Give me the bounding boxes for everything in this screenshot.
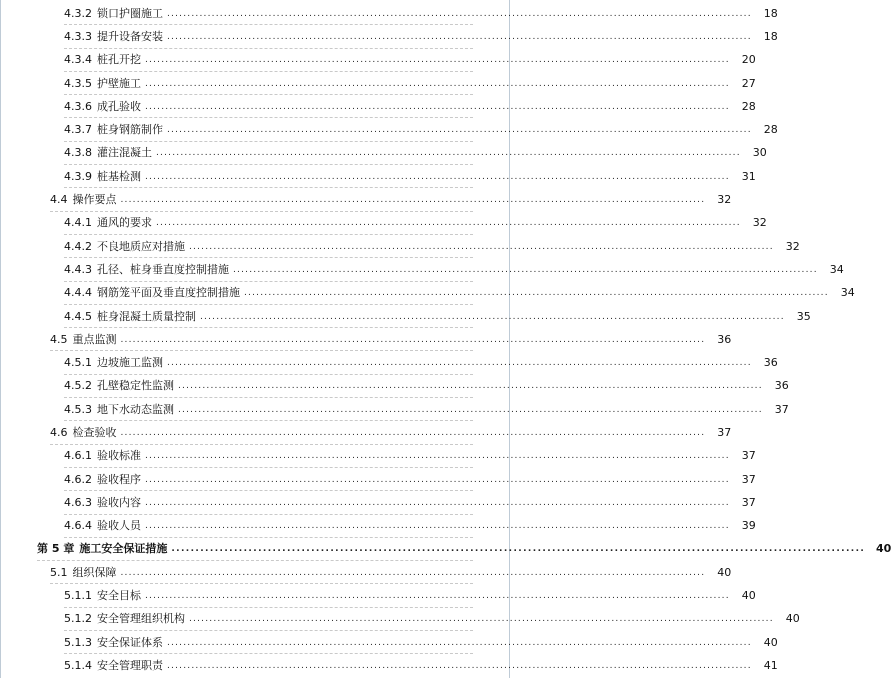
toc-entry-page: 36 — [717, 332, 732, 346]
toc-entry[interactable] — [1, 25, 778, 48]
toc-entry-number: 4.3.9 — [64, 169, 92, 183]
toc-entry[interactable] — [1, 258, 844, 281]
toc-entry[interactable] — [1, 491, 756, 514]
toc-leader-dots: ................................................................................................................................................ — [233, 264, 818, 275]
toc-entry-title: 组织保障 — [72, 565, 117, 579]
toc-entry-number: 4.5.3 — [64, 402, 92, 416]
toc-leader-dots: ................................................................................................................................................ — [145, 474, 730, 485]
toc-entry-title: 桩孔开挖 — [97, 53, 141, 67]
toc-entry-number: 4.5.1 — [64, 356, 92, 370]
toc-entry-page: 18 — [763, 6, 778, 20]
toc-entry-number: 4.4.4 — [64, 286, 92, 300]
toc-entry[interactable] — [1, 398, 789, 421]
toc-entry-number: 4.4.1 — [64, 216, 92, 230]
toc-entry-number: 5.1 — [50, 565, 68, 579]
toc-entry-title: 操作要点 — [72, 193, 117, 207]
toc-entry-title: 重点监测 — [72, 332, 117, 346]
toc-entry-page: 31 — [741, 169, 756, 183]
toc-entry-title: 地下水动态监测 — [97, 402, 174, 416]
toc-entry-page: 28 — [741, 99, 756, 113]
toc-entry-title: 桩身钢筋制作 — [97, 123, 163, 137]
toc-leader-dots: ................................................................................................................................................ — [156, 148, 741, 159]
toc-entry-page: 39 — [741, 519, 756, 533]
toc-leader-dots: ................................................................................................................................................ — [189, 614, 774, 625]
toc-entry[interactable] — [1, 118, 778, 141]
table-of-contents — [1, 2, 891, 678]
toc-entry-page: 37 — [774, 402, 789, 416]
toc-leader-dots: ................................................................................................................................................ — [156, 218, 741, 229]
toc-entry-title: 验收人员 — [97, 519, 141, 533]
toc-leader-dots: ................................................................................................................................................ — [189, 241, 774, 252]
toc-leader-dots: ................................................................................................................................................ — [167, 358, 752, 369]
toc-entry-page: 41 — [763, 658, 778, 672]
toc-leader-dots: ................................................................................................................................................ — [200, 311, 785, 322]
toc-entry-number: 4.6.1 — [64, 449, 92, 463]
toc-entry-number: 4.4.2 — [64, 239, 92, 253]
toc-entry[interactable] — [1, 305, 811, 328]
toc-entry-number: 4.4 — [50, 193, 68, 207]
toc-leader-dots: ................................................................................................................................................ — [145, 101, 730, 112]
toc-section-entry[interactable] — [1, 328, 732, 351]
toc-entry-number: 5.1.1 — [64, 589, 92, 603]
toc-leader-dots: ................................................................................................................................................ — [167, 125, 752, 136]
toc-entry-number: 4.5 — [50, 332, 68, 346]
toc-entry-title: 通风的要求 — [97, 216, 152, 230]
toc-leader-dots: ................................................................................................................................................ — [145, 591, 730, 602]
toc-entry-number: 4.6 — [50, 425, 68, 439]
toc-leader-dots: ................................................................................................................................................ — [120, 427, 706, 438]
toc-entry[interactable] — [1, 49, 756, 72]
toc-entry-number: 4.4.3 — [64, 262, 92, 276]
toc-entry-number: 第 5 章 — [37, 542, 75, 556]
toc-entry-number: 4.6.2 — [64, 472, 92, 486]
toc-leader-dots: ................................................................................................................................................ — [145, 55, 730, 66]
toc-entry-page: 34 — [829, 262, 844, 276]
toc-entry-title: 安全保证体系 — [97, 635, 163, 649]
toc-entry-page: 27 — [741, 76, 756, 90]
toc-entry[interactable] — [1, 235, 800, 258]
toc-leader-dots: ................................................................................................................................................ — [167, 8, 752, 19]
toc-leader-dots: ................................................................................................................................................ — [171, 544, 866, 555]
toc-entry-page: 32 — [752, 216, 767, 230]
toc-entry-title: 安全目标 — [97, 589, 141, 603]
toc-leader-dots: ................................................................................................................................................ — [145, 521, 730, 532]
toc-entry[interactable] — [1, 631, 778, 654]
toc-entry-number: 4.5.2 — [64, 379, 92, 393]
toc-entry-number: 5.1.2 — [64, 612, 92, 626]
toc-entry[interactable] — [1, 351, 778, 374]
toc-leader-dots: ................................................................................................................................................ — [145, 451, 730, 462]
toc-entry-number: 5.1.3 — [64, 635, 92, 649]
toc-entry[interactable] — [1, 165, 756, 188]
toc-entry-number: 4.3.8 — [64, 146, 92, 160]
toc-entry-title: 验收内容 — [97, 495, 141, 509]
toc-entry[interactable] — [1, 72, 756, 95]
toc-entry-page: 30 — [752, 146, 767, 160]
toc-section-entry[interactable] — [1, 188, 732, 211]
toc-entry-page: 40 — [875, 542, 891, 556]
toc-leader-dots: ................................................................................................................................................ — [120, 567, 706, 578]
toc-entry[interactable] — [1, 375, 789, 398]
toc-leader-dots: ................................................................................................................................................ — [120, 334, 706, 345]
toc-leader-dots: ................................................................................................................................................ — [178, 381, 763, 392]
toc-entry-page: 32 — [785, 239, 800, 253]
toc-entry-title: 验收程序 — [97, 472, 141, 486]
toc-entry-page: 40 — [785, 612, 800, 626]
toc-entry[interactable] — [1, 142, 767, 165]
toc-leader-dots: ................................................................................................................................................ — [145, 497, 730, 508]
toc-entry-page: 37 — [741, 495, 756, 509]
toc-entry[interactable] — [1, 212, 767, 235]
toc-entry-title: 施工安全保证措施 — [79, 542, 168, 556]
toc-entry-title: 成孔验收 — [97, 99, 141, 113]
toc-leader-dots: ................................................................................................................................................ — [145, 78, 730, 89]
toc-leader-dots: ................................................................................................................................................ — [178, 404, 763, 415]
toc-leader-dots: ................................................................................................................................................ — [120, 195, 706, 206]
toc-entry-page: 36 — [763, 356, 778, 370]
toc-entry[interactable] — [1, 95, 756, 118]
toc-chapter-entry[interactable] — [1, 538, 891, 561]
toc-entry-title: 边坡施工监测 — [97, 356, 163, 370]
toc-entry-page: 37 — [741, 472, 756, 486]
toc-entry-page: 20 — [741, 53, 756, 67]
toc-entry[interactable] — [1, 445, 756, 468]
toc-entry-title: 孔径、桩身垂直度控制措施 — [97, 262, 229, 276]
toc-entry-page: 34 — [840, 286, 855, 300]
toc-entry[interactable] — [1, 2, 778, 25]
toc-entry-page: 37 — [717, 425, 732, 439]
toc-entry-title: 桩身混凝土质量控制 — [97, 309, 196, 323]
toc-entry-page: 18 — [763, 29, 778, 43]
toc-entry-page: 40 — [717, 565, 732, 579]
toc-entry[interactable] — [1, 468, 756, 491]
toc-section-entry[interactable] — [1, 561, 732, 584]
toc-entry[interactable] — [1, 584, 756, 607]
toc-entry-number: 4.3.5 — [64, 76, 92, 90]
toc-entry-number: 4.6.3 — [64, 495, 92, 509]
toc-entry-number: 4.3.6 — [64, 99, 92, 113]
toc-entry-number: 4.3.3 — [64, 29, 92, 43]
toc-entry-title: 孔壁稳定性监测 — [97, 379, 174, 393]
toc-entry-title: 灌注混凝土 — [97, 146, 152, 160]
toc-entry-title: 验收标准 — [97, 449, 141, 463]
toc-entry-number: 5.1.4 — [64, 658, 92, 672]
toc-leader-dots: ................................................................................................................................................ — [167, 660, 752, 671]
toc-entry-title: 锁口护圈施工 — [97, 6, 163, 20]
toc-entry-title: 检查验收 — [72, 425, 117, 439]
toc-entry-title: 不良地质应对措施 — [97, 239, 185, 253]
toc-entry-page: 35 — [796, 309, 811, 323]
toc-entry-number: 4.3.4 — [64, 53, 92, 67]
toc-entry-page: 40 — [763, 635, 778, 649]
toc-entry-page: 32 — [717, 193, 732, 207]
toc-leader-dots: ................................................................................................................................................ — [244, 288, 829, 299]
toc-entry-title: 钢筋笼平面及垂直度控制措施 — [97, 286, 240, 300]
toc-leader-dots: ................................................................................................................................................ — [145, 171, 730, 182]
toc-entry-title: 安全管理职责 — [97, 658, 163, 672]
toc-entry-title: 安全管理组织机构 — [97, 612, 185, 626]
toc-leader-dots: ................................................................................................................................................ — [167, 637, 752, 648]
toc-entry-title: 桩基检测 — [97, 169, 141, 183]
toc-entry-number: 4.3.7 — [64, 123, 92, 137]
toc-entry[interactable] — [1, 654, 778, 677]
toc-entry-page: 37 — [741, 449, 756, 463]
toc-entry-page: 36 — [774, 379, 789, 393]
toc-entry-number: 4.3.2 — [64, 6, 92, 20]
toc-entry[interactable] — [1, 282, 855, 305]
toc-entry[interactable] — [1, 608, 800, 631]
toc-entry-number: 4.4.5 — [64, 309, 92, 323]
toc-entry-page: 40 — [741, 589, 756, 603]
toc-entry-title: 护壁施工 — [97, 76, 141, 90]
toc-entry-page: 28 — [763, 123, 778, 137]
toc-entry[interactable] — [1, 515, 756, 538]
toc-entry-title: 提升设备安装 — [97, 29, 163, 43]
toc-entry-number: 4.6.4 — [64, 519, 92, 533]
toc-section-entry[interactable] — [1, 421, 732, 444]
toc-leader-dots: ................................................................................................................................................ — [167, 31, 752, 42]
